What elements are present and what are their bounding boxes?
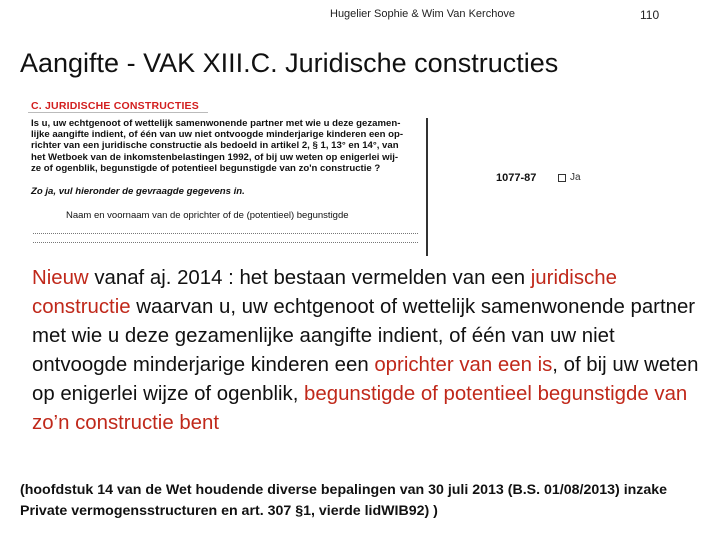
body-paragraph xyxy=(32,264,712,438)
form-question-line: Is u, uw echtgenoot of wettelijk samenwonende partner met wie u deze gezamen- xyxy=(31,118,401,129)
form-code: 1077-87 xyxy=(496,172,537,184)
form-vertical-divider xyxy=(426,118,428,256)
body-segment: Nieuw xyxy=(32,267,89,289)
form-question-line: lijke aangifte indient, of één van uw niet ontvoogde minderjarige kinderen een op- xyxy=(31,129,404,141)
body-segment: juridische constructie xyxy=(32,267,617,318)
form-heading: C. JURIDISCHE CONSTRUCTIES xyxy=(31,100,199,112)
form-dotted-line xyxy=(33,233,418,234)
form-question-line: ze of ogenblik, begunstigde of potentieel begunstigde van zo'n constructie ? xyxy=(31,162,381,174)
legal-reference-footnote: (hoofdstuk 14 van de Wet houdende diverse bepalingen van 30 juli 2013 (B.S. 01/08/2013) inzake Private vermogensstructuren en art. 307 §1, vierde lidWIB92) ) xyxy=(20,482,668,519)
form-checkbox-label: Ja xyxy=(570,172,581,183)
form-checkbox xyxy=(558,174,566,182)
form-excerpt-image xyxy=(28,100,628,250)
form-heading-divider xyxy=(28,112,208,113)
form-field-label: Naam en voornaam van de oprichter of de (potentieel) begunstigde xyxy=(66,210,349,221)
slide-title: Aangifte - VAK XIII.C. Juridische constructies xyxy=(20,48,559,78)
header-author: Hugelier Sophie & Wim Van Kerchove xyxy=(330,8,516,20)
form-question-line: richter van een juridische constructie als bedoeld in artikel 2, § 1, 13° en 14°, van xyxy=(31,140,399,152)
form-answer-instruction: Zo ja, vul hieronder de gevraagde gegevens in. xyxy=(31,186,245,197)
form-question-line: het Wetboek van de inkomstenbelastingen 1992, of bij uw weten op enigerlei wij- xyxy=(31,151,399,163)
body-segment: waarvan u, uw echtgenoot of wettelijk samenwonende partner met wie u deze gezamenlijke aangifte indient, of één van uw niet ontvoogde minderjarige kinderen een xyxy=(32,296,696,376)
body-segment: begunstigde of potentieel begunstigde van zo’n constructie bent xyxy=(32,383,688,434)
body-segment: , of bij uw weten op enigerlei wijze of ogenblik, xyxy=(32,354,699,405)
page-number: 110 xyxy=(640,8,660,22)
form-question xyxy=(31,118,423,174)
body-segment: oprichter van een is xyxy=(374,354,553,376)
form-dotted-line xyxy=(33,242,418,243)
body-segment: vanaf aj. 2014 : het bestaan vermelden van een xyxy=(88,267,531,289)
